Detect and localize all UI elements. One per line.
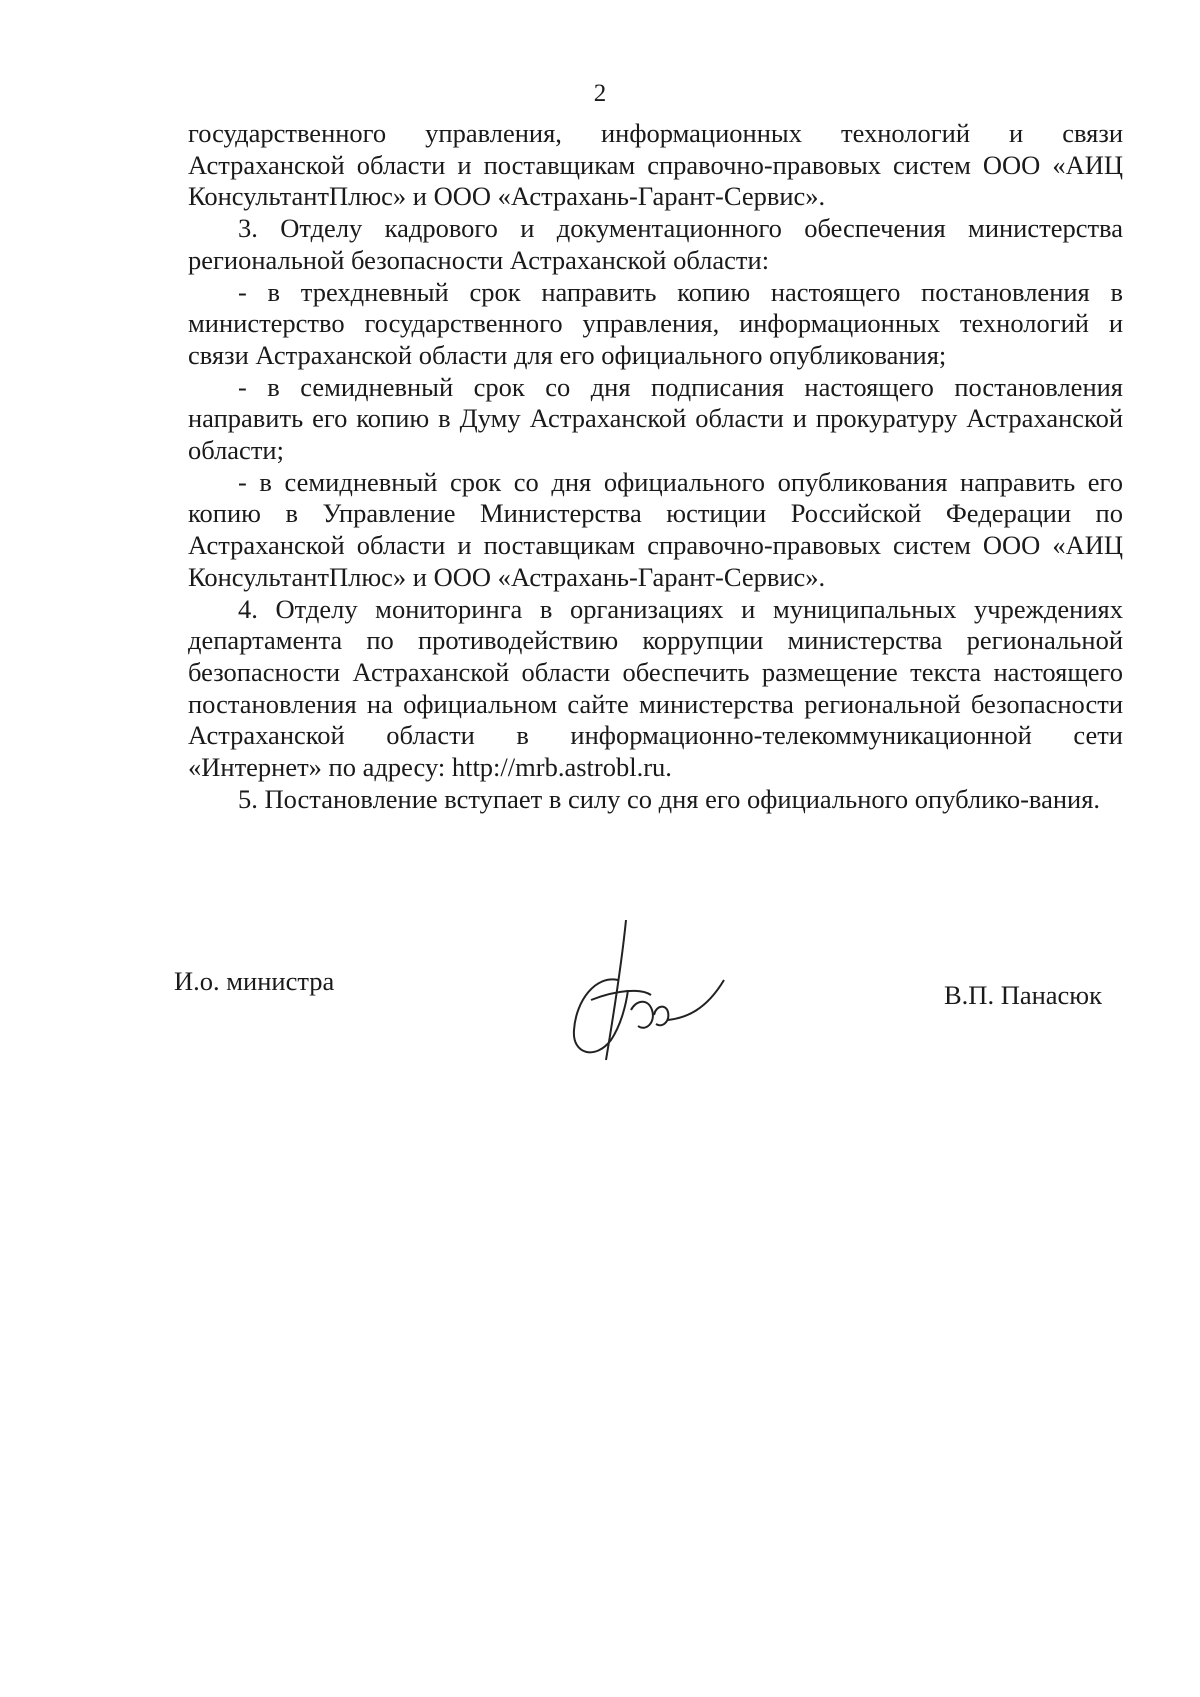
paragraph-item-3-sub-3: - в семидневный срок со дня официального опубликования направить его копию в Управление Министерства юстиции Российской Федерации по Астраханской области и поставщикам справочно-правовых систем ООО «АИЦ КонсультантПлюс» и ООО «Астрахань-Гарант-Сервис». <box>188 466 1123 592</box>
page-number: 2 <box>593 80 607 107</box>
paragraph-continuation: государственного управления, информационных технологий и связи Астраханской области и поставщикам справочно-правовых систем ООО «АИЦ КонсультантПлюс» и ООО «Астрахань-Гарант-Сервис». <box>188 118 1123 212</box>
signer-name: В.П. Панасюк <box>944 980 1102 1010</box>
paragraph-item-3-sub-1: - в трехдневный срок направить копию настоящего постановления в министерство государственного управления, информационных технологий и связи Астраханской области для его официального опубликования; <box>188 276 1123 370</box>
handwritten-signature <box>556 920 736 1070</box>
document-body <box>188 118 1123 815</box>
paragraph-item-5: 5. Постановление вступает в силу со дня его официального опублико-вания. <box>238 783 1101 814</box>
paragraph-item-4: 4. Отделу мониторинга в организациях и муниципальных учреждениях департамента по противодействию коррупции министерства региональной безопасности Астраханской области обеспечить размещение текста настоящего постановления на официальном сайте министерства региональной безопасности Астраханской области в информационно-телекоммуникационной сети «Интернет» по адресу: http://mrb.astrobl.ru. <box>188 593 1123 783</box>
signature-block <box>0 960 1200 1080</box>
signer-title: И.о. министра <box>174 966 335 996</box>
paragraph-item-3: 3. Отделу кадрового и документационного обеспечения министерства региональной безопасности Астраханской области: <box>188 213 1123 275</box>
paragraph-item-3-sub-2: - в семидневный срок со дня подписания настоящего постановления направить его копию в Думу Астраханской области и прокуратуру Астраханской области; <box>188 371 1123 466</box>
